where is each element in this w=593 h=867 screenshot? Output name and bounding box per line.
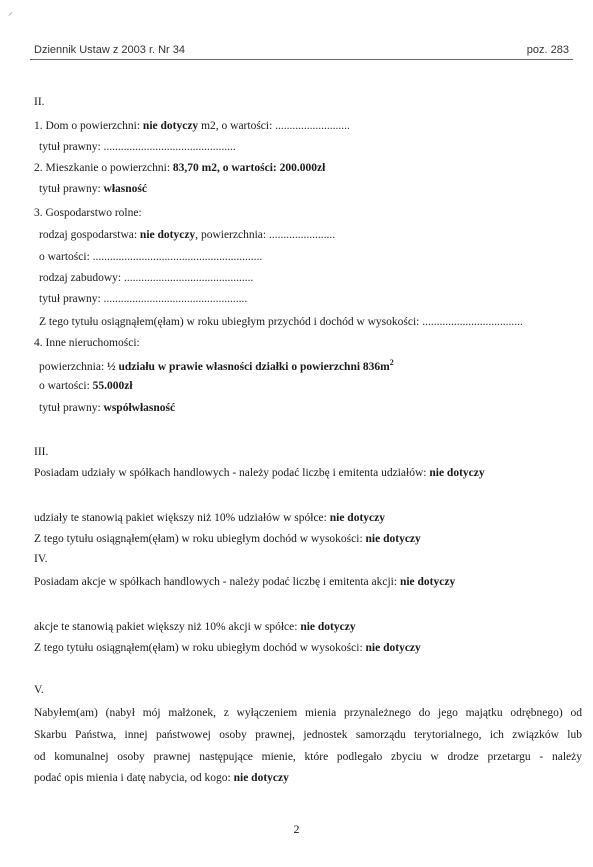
shares-label: Posiadam udziały w spółkach handlowych - należy podać liczbę i emitenta udziałów: [34, 467, 427, 479]
farm-label: 3. Gospodarstwo rolne: [34, 207, 142, 219]
stocks-label: Posiadam akcje w spółkach handlowych - należy podać liczbę i emitenta akcji: [34, 576, 398, 588]
farm-title-line: tytuł prawny: .................................................. [39, 293, 248, 305]
shares-packet-line [34, 512, 385, 524]
section-4-heading: IV. [34, 553, 48, 565]
acquisition-line-1: Nabyłem(am) (nabył mój małżonek, z wyłączeniem mienia przynależnego do jego majątku odrębnego) od [34, 707, 582, 719]
scan-mark: ⸝ [8, 7, 13, 18]
section-2-heading: II. [34, 96, 45, 108]
flat-title-line [39, 183, 147, 195]
page-number: 2 [293, 822, 300, 836]
shares-line [34, 467, 485, 479]
stocks-income-label: Z tego tytułu osiągnąłem(ęłam) w roku ubiegłym dochód w wysokości: [34, 642, 363, 654]
stocks-income-line [34, 642, 421, 654]
other-value-label: o wartości: [39, 380, 90, 392]
other-area-line [39, 358, 394, 373]
farm-type-line [39, 229, 335, 241]
stocks-value: nie dotyczy [399, 576, 456, 588]
shares-income-line [34, 533, 421, 545]
house-line [34, 120, 350, 132]
shares-packet-label: udziały te stanowią pakiet większy niż 10% udziałów w spółce: [34, 512, 327, 524]
section-5-heading: V. [34, 684, 44, 696]
stocks-packet-line [34, 621, 356, 633]
shares-packet-value: nie dotyczy [329, 512, 385, 524]
flat-label: 2. Mieszkanie o powierzchni: [34, 162, 171, 174]
acquisition-line-3: od komunalnej osoby prawnej następujące mienie, które podlegało zbyciu w drodze przetargu - należy [34, 751, 582, 763]
stocks-packet-value: nie dotyczy [300, 621, 356, 633]
house-tail: m2, o wartości: .......................... [201, 120, 350, 132]
acquisition-line-4 [34, 772, 289, 784]
shares-value: nie dotyczy [429, 467, 485, 479]
farm-type-value: nie dotyczy [139, 229, 196, 241]
other-title-label: tytuł prawny: [39, 402, 101, 414]
flat-value: 83,70 m2, o wartości: 200.000zł [172, 162, 326, 174]
stocks-packet-label: akcje te stanowią pakiet większy niż 10% akcji w spółce: [34, 621, 298, 633]
acquisition-value: nie dotyczy [233, 772, 289, 784]
flat-title-label: tytuł prawny: [39, 183, 101, 195]
flat-line [34, 162, 325, 174]
stocks-line [34, 576, 455, 588]
farm-type-label: rodzaj gospodarstwa: [39, 229, 138, 241]
farm-income-line: Z tego tytułu osiągnąłem(ęłam) w roku ubiegłym przychód i dochód w wysokości: ................................... [39, 316, 523, 328]
stocks-income-value: nie dotyczy [365, 642, 421, 654]
other-value-line [39, 380, 133, 392]
header-rule [30, 59, 573, 60]
other-area-sup: 2 [389, 358, 394, 367]
acquisition-line-4-label: podać opis mienia i datę nabycia, od kogo: [34, 772, 231, 784]
house-title: tytuł prawny: .............................................. [39, 141, 236, 153]
position-header: poz. 283 [526, 44, 569, 56]
shares-income-label: Z tego tytułu osiągnąłem(ęłam) w roku ubiegłym dochód w wysokości: [34, 533, 363, 545]
other-title-line [39, 402, 175, 414]
section-3-heading: III. [34, 446, 49, 458]
shares-income-value: nie dotyczy [365, 533, 421, 545]
other-title-value: współwłasność [103, 402, 176, 414]
farm-type-tail: , powierzchnia: ....................... [195, 229, 336, 241]
farm-value-line: o wartości: ........................................................... [39, 251, 263, 263]
house-area-value: nie dotyczy [142, 120, 199, 132]
flat-title-value: własność [103, 183, 147, 195]
farm-building-line: rodzaj zabudowy: ............................................. [39, 272, 254, 284]
other-area-label: powierzchnia: [39, 360, 105, 373]
other-value: 55.000zł [92, 380, 133, 392]
acquisition-line-2: Skarbu Państwa, innej państwowej osoby prawnej, jednostek samorządu terytorialnego, ich związków lub [34, 729, 582, 741]
journal-header: Dziennik Ustaw z 2003 r. Nr 34 [34, 44, 186, 56]
house-label: 1. Dom o powierzchni: [34, 120, 141, 132]
other-area-value: ½ udziału w prawie własności działki o powierzchni 836m [107, 360, 390, 373]
other-property-label: 4. Inne nieruchomości: [34, 337, 140, 349]
